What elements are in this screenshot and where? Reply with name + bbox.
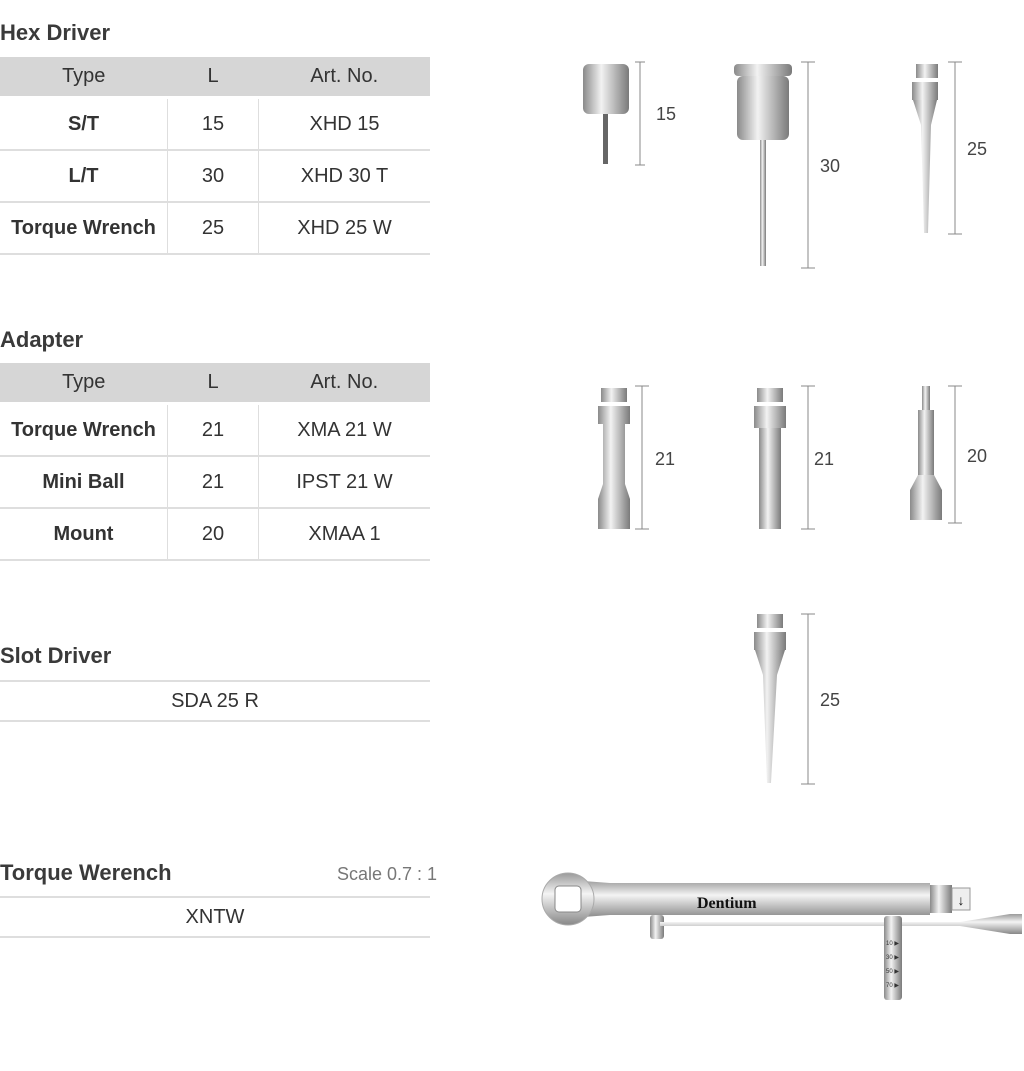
- brand-logo: Dentium: [697, 895, 757, 912]
- gauge-mark: 30 ▶: [886, 955, 899, 961]
- col-art-no: Art. No.: [259, 363, 431, 404]
- cell-art: XMAA 1: [259, 508, 431, 560]
- cell-l: 21: [168, 456, 259, 508]
- cell-type: Torque Wrench: [0, 404, 168, 457]
- col-art-no: Art. No.: [259, 57, 431, 98]
- cell-l: 20: [168, 508, 259, 560]
- section-title-hex-driver: Hex Driver: [0, 20, 111, 45]
- dimension-label: 25: [967, 139, 988, 159]
- adapter-tw-image: [598, 388, 630, 529]
- col-type: Type: [0, 363, 168, 404]
- adapter-mount-image: [910, 386, 942, 520]
- dimension-label: 20: [967, 446, 988, 466]
- hex-driver-tw-image: [912, 64, 938, 233]
- cell-l: 25: [168, 202, 259, 254]
- cell-art: XHD 30 T: [259, 150, 431, 202]
- cell-art: IPST 21 W: [259, 456, 431, 508]
- cell-type: Mount: [0, 508, 168, 560]
- slot-driver-art-no: SDA 25 R: [0, 680, 430, 722]
- cell-l: 21: [168, 404, 259, 457]
- col-type: Type: [0, 57, 168, 98]
- hex-driver-st-image: [583, 64, 629, 164]
- cell-art: XHD 25 W: [259, 202, 431, 254]
- dimension-lines: [635, 62, 962, 784]
- dimension-label: 15: [656, 104, 677, 124]
- arrow-down-icon: ↓: [957, 892, 965, 908]
- hex-driver-lt-image: [734, 64, 792, 266]
- cell-art: XHD 15: [259, 98, 431, 151]
- cell-type: S/T: [0, 98, 168, 151]
- col-l: L: [168, 57, 259, 98]
- section-title-torque-wrench: Torque Werench: [0, 860, 172, 885]
- cell-art: XMA 21 W: [259, 404, 431, 457]
- torque-wrench-image: [542, 873, 1022, 1000]
- cell-type: L/T: [0, 150, 168, 202]
- adapter-mini-ball-image: [754, 388, 786, 529]
- dimension-label: 21: [814, 449, 835, 469]
- dimension-label: 21: [655, 449, 676, 469]
- slot-driver-image: [754, 614, 786, 783]
- scale-label: Scale 0.7 : 1: [337, 864, 438, 884]
- dimension-label: 25: [820, 690, 841, 710]
- gauge-mark: 50 ▶: [886, 969, 899, 975]
- section-title-adapter: Adapter: [0, 327, 84, 352]
- section-title-slot-driver: Slot Driver: [0, 643, 112, 668]
- dimension-label: 30: [820, 156, 841, 176]
- cell-l: 30: [168, 150, 259, 202]
- cell-type: Mini Ball: [0, 456, 168, 508]
- cell-type: Torque Wrench: [0, 202, 168, 254]
- gauge-mark: 70 ▶: [886, 983, 899, 989]
- cell-l: 15: [168, 98, 259, 151]
- gauge-mark: 10 ▶: [886, 941, 899, 947]
- torque-wrench-art-no: XNTW: [0, 896, 430, 938]
- col-l: L: [168, 363, 259, 404]
